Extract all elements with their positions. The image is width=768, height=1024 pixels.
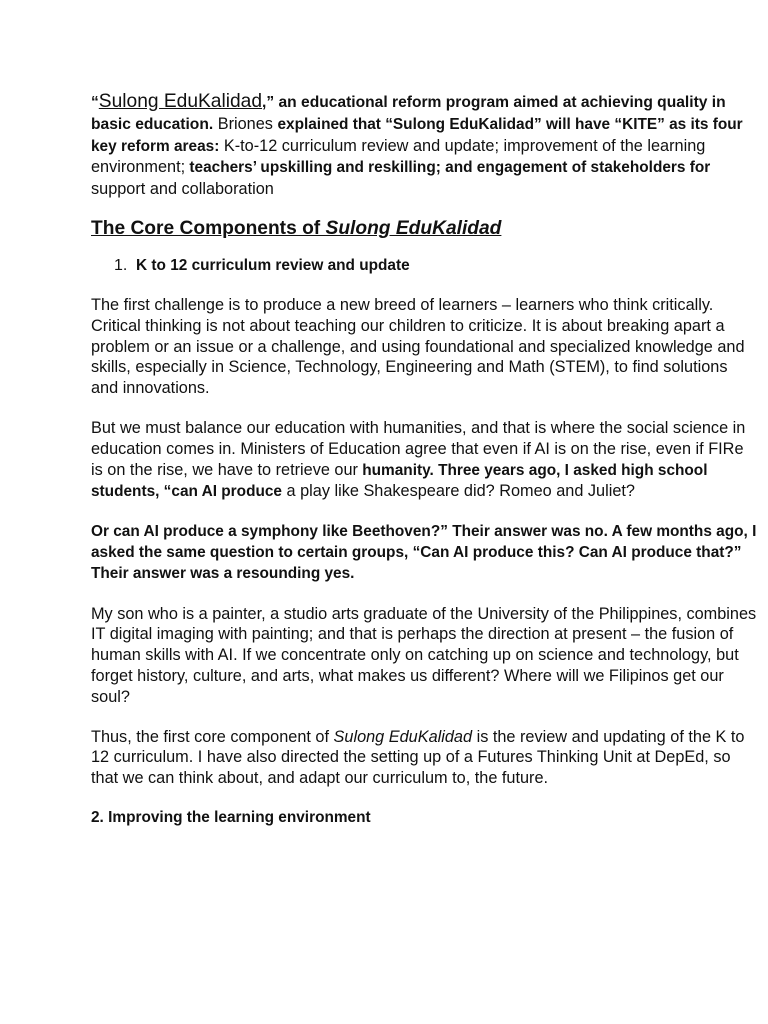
section-2-heading: 2. Improving the learning environment bbox=[91, 808, 371, 826]
list-item-1-label: K to 12 curriculum review and update bbox=[136, 256, 410, 274]
section-heading-prefix: The Core Components of bbox=[91, 217, 326, 239]
section-heading-emph: Sulong EduKalidad bbox=[325, 217, 502, 239]
intro-text-3: explained that “Sulong EduKalidad” will have “KITE” as its four key reform areas: bbox=[91, 115, 743, 155]
paragraph-1: The first challenge is to produce a new breed of learners – learners who think critically. Critical thinking is not about teaching our children to criticize. It is about breaking apart a problem or an issue or a challenge, and using foundational and specialized knowledge and skills, especially in Science, Technology, Engineering and Math (STEM), to find solutions and innovations. bbox=[91, 295, 745, 398]
intro-quote-open: “ bbox=[91, 94, 99, 111]
paragraph-5-text-a: Thus, the first core component of bbox=[91, 727, 334, 746]
intro-text-1: an educational reform program aimed at achieving quality in basic education. bbox=[91, 94, 726, 133]
paragraph-5-emph: Sulong EduKalidad bbox=[333, 727, 473, 746]
paragraph-2-text-c: a play like Shakespeare did? Romeo and Juliet? bbox=[282, 482, 635, 501]
list-item-1 bbox=[91, 256, 757, 276]
intro-program-name: Sulong EduKalidad bbox=[98, 91, 263, 112]
intro-text-6: support and collaboration bbox=[91, 180, 274, 199]
intro-quote-close: ,” bbox=[262, 94, 275, 111]
paragraph-2-text-a: But we must balance our education with humanities, and that is where the social science in education comes in. Ministers of Education agree that even if AI is on the rise, even if FIRe is on the rise, we have to retrieve our bbox=[91, 418, 746, 479]
intro-paragraph bbox=[91, 92, 757, 201]
paragraph-5-text-b: is the review and updating of the K to 12 curriculum. I have also directed the setting up of a Futures Thinking Unit at DepEd, so that we can think about, and adapt our curriculum to, the future. bbox=[91, 727, 745, 788]
paragraph-2-text-b: humanity. Three years ago, I asked high school students, “can AI produce bbox=[91, 461, 708, 501]
paragraph-2 bbox=[91, 418, 757, 503]
intro-text-4: K-to-12 curriculum review and update; improvement of the learning environment; bbox=[91, 136, 706, 177]
intro-text-5: teachers’ upskilling and reskilling; and engagement of stakeholders for bbox=[185, 159, 711, 177]
paragraph-5 bbox=[91, 727, 757, 789]
document-page bbox=[91, 92, 757, 829]
section-heading bbox=[91, 217, 757, 241]
list-item-1-number: 1. bbox=[114, 256, 128, 274]
paragraph-4: My son who is a painter, a studio arts graduate of the University of the Philippines, combines IT digital imaging with painting; and that is perhaps the direction at present – the fusion of human skills with AI. If we concentrate only on catching up on science and technology, but forget history, culture, and arts, what makes us different? Where will we Filipinos get our soul? bbox=[91, 604, 757, 706]
paragraph-3: Or can AI produce a symphony like Beethoven?” Their answer was no. A few months ago, I asked the same question to certain groups, “Can AI produce this? Can AI produce that?” Their answer was a resounding yes. bbox=[91, 523, 757, 582]
intro-text-2: Briones bbox=[213, 114, 278, 133]
